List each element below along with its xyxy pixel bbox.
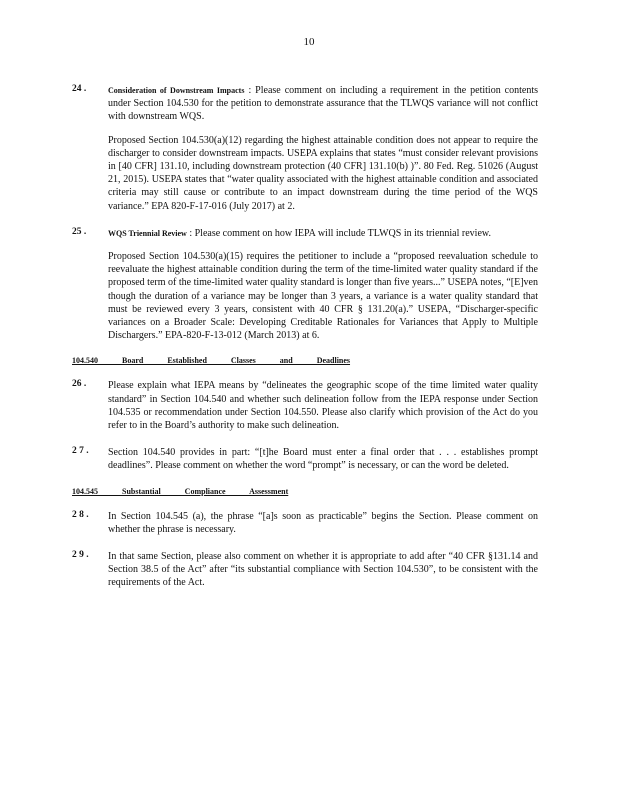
page-number: 10 [303,36,315,48]
item-number: 24 . [72,84,87,94]
question-item-29 [72,550,538,590]
item-body [108,510,538,536]
item-number: 26 . [72,379,87,390]
item-paragraph: In Section 104.545 (a), the phrase “[a]s soon as practicable” begins the Section. Please comment on whether the phrase is necessary. [108,510,538,535]
item-paragraph: Please explain what IEPA means by “delineates the geographic scope of the time limited water quality standard” in Section 104.540 and whether such delineation follow from the IEPA response under Section 104.535 or recommendation under Section 104.550. Please also clarify which provision of the Act do you refer to in the Board’s authority to make such delineation. [108,380,538,432]
item-paragraph: Proposed Section 104.530(a)(15) requires the petitioner to include a “proposed reevaluation schedule to reevaluate the highest attainable condition during the term of the time-limited water quality standard if the proposed term of the time-limited water quality standard is longer than five years...” USEPA notes, “[E]ven though the duration of a variance may be longer than 3 years, a variance is a water quality standard that must be reviewed every 3 years, consistent with 40 CFR § 131.20(a).” USEPA, “Discharger-specific variances on a Broader Scale: Developing Creditable Rationales for Variances that Apply to Multiple Dischargers.” EPA-820-F-13-012 (March 2013) at 6. [108,251,538,342]
item-body [108,550,538,590]
item-paragraph: Proposed Section 104.530(a)(12) regarding the highest attainable condition does not appear to require the discharger to consider downstream impacts. USEPA explains that states “must consider relevant provisions in [40 CFR] 131.10, including downstream protection (40 CFR] 131.10(b) )”. 80 Fed. Reg. 51026 (August 21, 2015). USEPA states that “water quality associated with the highest attainable condition and associated criteria may still cause or contribute to an impact downstream during the time period of the WQS variance.” EPA 820-F-17-016 (July 2017) at 2. [108,134,538,212]
item-body [108,84,538,213]
item-paragraph: In that same Section, please also comment on whether it is appropriate to add after “40 CFR §131.14 and Section 38.5 of the Act” after “its substantial compliance with Section 104.530”, to be consistent with the requirements of the Act. [108,551,538,589]
item-body [108,446,538,472]
document-body [72,84,538,604]
item-number: 2 7 . [72,446,89,457]
item-number: 2 9 . [72,550,89,561]
item-body [108,227,538,343]
item-body [108,379,538,432]
item-heading: WQS Triennial Review [108,228,187,238]
question-item-26 [72,379,538,432]
question-item-24 [72,84,538,213]
item-number: 2 8 . [72,509,89,520]
section-heading-104-545: 104.545 Substantial Compliance Assessment [72,486,289,496]
item-paragraph: Section 104.540 provides in part: “[t]he Board must enter a final order that . . . establishes prompt deadlines”. Please comment on whether the word “prompt” is necessary, or can the word be deleted. [108,447,538,472]
item-paragraph: Consideration of Downstream Impacts : Please comment on including a requirement in the petition contents under Section 104.530 for the petition to demonstrate assurance that the TLWQS variance will not conflict with downstream WQS. [108,85,539,123]
item-paragraph: WQS Triennial Review : Please comment on how IEPA will include TLWQS in its triennial review. [108,227,491,239]
item-number: 25 . [72,226,87,237]
question-item-28 [72,510,538,536]
item-heading: Consideration of Downstream Impacts [108,86,245,95]
question-item-27 [72,446,538,472]
section-heading-104-540: 104.540 Board Established Classes and Deadlines [72,356,351,366]
question-item-25 [72,227,538,343]
